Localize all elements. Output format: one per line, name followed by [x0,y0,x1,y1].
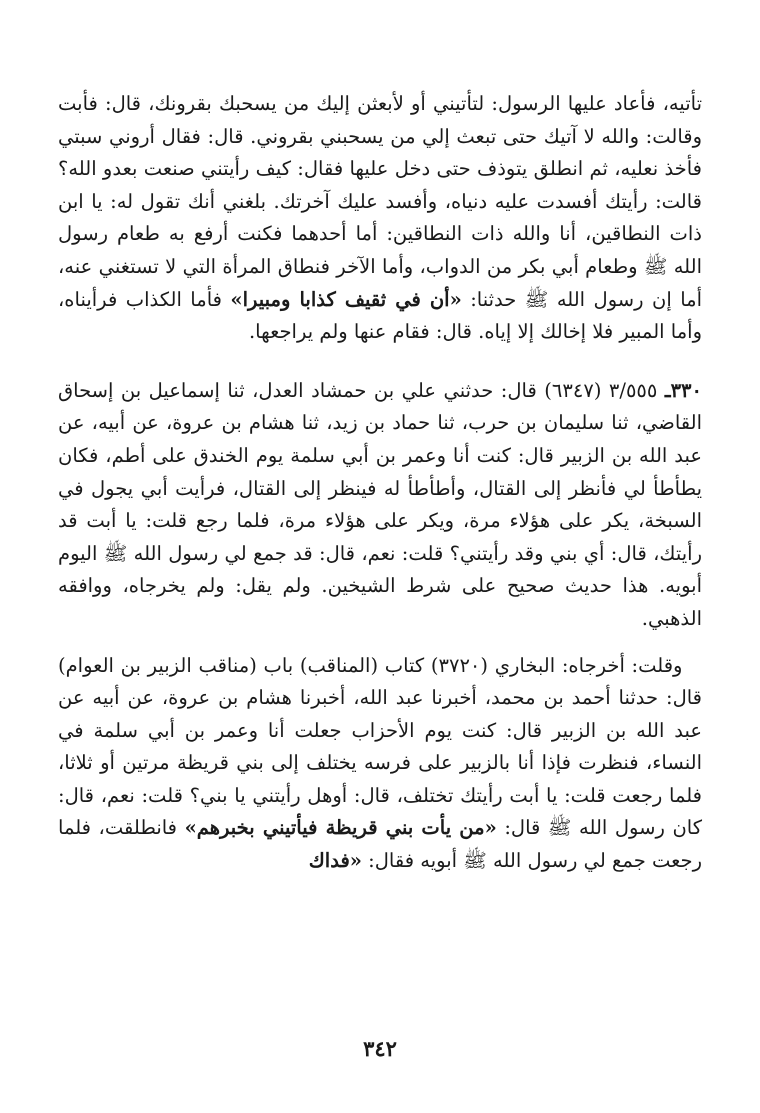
hadith-quote-qurayza: «من يأت بني قريظة فيأتيني بخبرهم» [184,816,497,840]
paragraph-3-text-a: وقلت: أخرجاه: البخاري (٣٧٢٠) كتاب (المناقب) باب (مناقب الزبير بن العوام) قال: حدثنا أحمد بن محمد، أخبرنا عبد الله، أخبرنا هشام بن عروة، عن أبيه عن عبد الله بن الزبير قال: كنت يوم الأحزاب جعلت أنا وعمر بن أبي سلمة في النساء، فنظرت فإذا أنا بالزبير على فرسه يختلف إلى بني قريظة مرتين أو ثلاثا، فلما رجعت قلت: يا أبت رأيتك تختلف، قال: أوهل رأيتني يا بني؟ قلت: نعم، قال: كان رسول الله ﷺ قال: [58,653,702,840]
page-number: ٣٤٢ [363,1036,397,1061]
paragraph-1-text-b: فأما الكذاب فرأيناه، وأما المبير فلا إخالك إلا إياه. قال: فقام عنها ولم يراجعها. [58,287,702,344]
paragraph-3-text-b: فانطلقت، فلما رجعت جمع لي رسول الله ﷺ أبويه فقال: [58,816,702,873]
paragraph-spacer [58,636,702,650]
hadith-quote-thaqif: «أن في ثقيف كذابا ومبيرا» [230,287,462,311]
paragraph-3 [58,650,702,878]
paragraph-spacer [58,349,702,375]
paragraph-2 [58,375,702,636]
paragraph-2-text: ٣/٥٥٥ (٦٣٤٧) قال: حدثني علي بن حمشاد العدل، ثنا إسماعيل بن إسحاق القاضي، ثنا سليمان بن حرب، ثنا حماد بن زيد، ثنا هشام بن عروة، عن أبيه، عن عبد الله بن الزبير قال: كنت أنا وعمر بن أبي سلمة يوم الخندق على أطم، فكان يطأطأ لي فأنظر إلى القتال، وأطأطأ له فينظر إلى القتال، فرأيت أبي يجول في السبخة، يكر على هؤلاء مرة، ويكر على هؤلاء مرة، فلما رجع قلت: يا أبت قد رأيتك، قال: أي بني وقد رأيتني؟ قلت: نعم، قال: قد جمع لي رسول الله ﷺ اليوم أبويه. هذا حديث صحيح على شرط الشيخين. ولم يقل: ولم يخرجاه، ووافقه الذهبي. [58,378,702,630]
hadith-number: ٣٣٠ـ [664,378,702,402]
paragraph-1-text-a: تأتيه، فأعاد عليها الرسول: لتأتيني أو لأبعثن إليك من يسحبك بقرونك، قال: فأبت وقالت: والله لا آتيك حتى تبعث إلي من يسحبني بقروني. قال: فقال أروني سبتي فأخذ نعليه، ثم انطلق يتوذف حتى دخل عليها فقال: كيف رأيتني صنعت بعدو الله؟ قالت: رأيتك أفسدت عليه دنياه، وأفسد عليك آخرتك. بلغني أنك تقول له: يا ابن ذات النطاقين، أنا والله ذات النطاقين: أما أحدهما فكنت أرفع به طعام رسول الله ﷺ وطعام أبي بكر من الدواب، وأما الآخر فنطاق المرأة التي لا تستغني عنه، أما إن رسول الله ﷺ حدثنا: [58,92,702,311]
hadith-quote-fidak: «فداك [308,849,362,873]
paragraph-1 [58,88,702,349]
book-page [58,88,702,1113]
